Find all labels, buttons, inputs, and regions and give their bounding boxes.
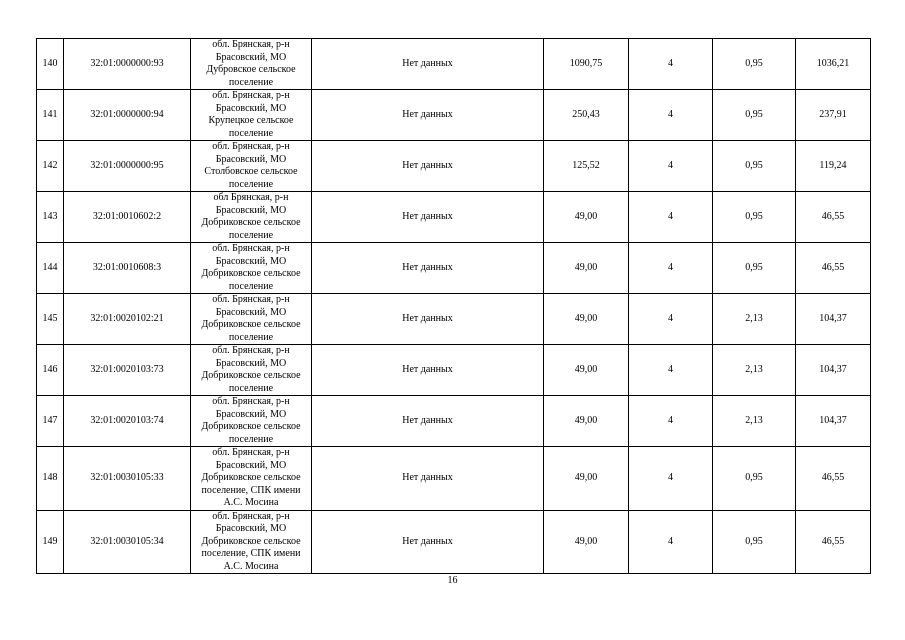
row-number: 141 bbox=[37, 90, 64, 141]
group: 4 bbox=[629, 243, 713, 294]
address: обл. Брянская, р-н Брасовский, МО Добриковское сельское поселение, СПК имени А.С. Мосина bbox=[191, 447, 312, 511]
address: обл. Брянская, р-н Брасовский, МО Добриковское сельское поселение bbox=[191, 396, 312, 447]
coefficient: 0,95 bbox=[713, 243, 796, 294]
group: 4 bbox=[629, 141, 713, 192]
row-number: 142 bbox=[37, 141, 64, 192]
coefficient: 0,95 bbox=[713, 90, 796, 141]
cadastral-number: 32:01:0010608:3 bbox=[64, 243, 191, 294]
cadastral-number: 32:01:0000000:94 bbox=[64, 90, 191, 141]
address: обл. Брянская, р-н Брасовский, МО Добриковское сельское поселение bbox=[191, 294, 312, 345]
group: 4 bbox=[629, 294, 713, 345]
table-row bbox=[37, 192, 871, 243]
cadastral-number: 32:01:0000000:95 bbox=[64, 141, 191, 192]
page-number: 16 bbox=[447, 575, 458, 586]
group: 4 bbox=[629, 90, 713, 141]
coefficient: 0,95 bbox=[713, 192, 796, 243]
table-row bbox=[37, 141, 871, 192]
coefficient: 2,13 bbox=[713, 396, 796, 447]
cadastral-number: 32:01:0030105:33 bbox=[64, 447, 191, 511]
table-row bbox=[37, 90, 871, 141]
status: Нет данных bbox=[312, 39, 544, 90]
table-row bbox=[37, 243, 871, 294]
value: 1036,21 bbox=[796, 39, 871, 90]
area: 49,00 bbox=[544, 345, 629, 396]
coefficient: 0,95 bbox=[713, 39, 796, 90]
group: 4 bbox=[629, 447, 713, 511]
cadastral-number: 32:01:0010602:2 bbox=[64, 192, 191, 243]
value: 46,55 bbox=[796, 447, 871, 511]
land-plots-table bbox=[36, 38, 871, 574]
row-number: 145 bbox=[37, 294, 64, 345]
table-row bbox=[37, 294, 871, 345]
status: Нет данных bbox=[312, 90, 544, 141]
group: 4 bbox=[629, 510, 713, 574]
group: 4 bbox=[629, 345, 713, 396]
coefficient: 0,95 bbox=[713, 141, 796, 192]
status: Нет данных bbox=[312, 192, 544, 243]
value: 104,37 bbox=[796, 396, 871, 447]
group: 4 bbox=[629, 192, 713, 243]
cadastral-number: 32:01:0020103:74 bbox=[64, 396, 191, 447]
area: 49,00 bbox=[544, 396, 629, 447]
area: 49,00 bbox=[544, 192, 629, 243]
area: 125,52 bbox=[544, 141, 629, 192]
address: обл. Брянская, р-н Брасовский, МО Крупецкое сельское поселение bbox=[191, 90, 312, 141]
cadastral-number: 32:01:0000000:93 bbox=[64, 39, 191, 90]
area: 49,00 bbox=[544, 510, 629, 574]
table-row bbox=[37, 510, 871, 574]
status: Нет данных bbox=[312, 141, 544, 192]
row-number: 144 bbox=[37, 243, 64, 294]
address: обл Брянская, р-н Брасовский, МО Добриковское сельское поселение bbox=[191, 192, 312, 243]
row-number: 148 bbox=[37, 447, 64, 511]
area: 1090,75 bbox=[544, 39, 629, 90]
coefficient: 0,95 bbox=[713, 510, 796, 574]
status: Нет данных bbox=[312, 396, 544, 447]
status: Нет данных bbox=[312, 345, 544, 396]
address: обл. Брянская, р-н Брасовский, МО Дубровское сельское поселение bbox=[191, 39, 312, 90]
address: обл. Брянская, р-н Брасовский, МО Столбовское сельское поселение bbox=[191, 141, 312, 192]
coefficient: 2,13 bbox=[713, 345, 796, 396]
row-number: 146 bbox=[37, 345, 64, 396]
area: 49,00 bbox=[544, 294, 629, 345]
value: 46,55 bbox=[796, 510, 871, 574]
value: 46,55 bbox=[796, 192, 871, 243]
status: Нет данных bbox=[312, 510, 544, 574]
address: обл. Брянская, р-н Брасовский, МО Добриковское сельское поселение, СПК имени А.С. Мосина bbox=[191, 510, 312, 574]
area: 49,00 bbox=[544, 447, 629, 511]
area: 49,00 bbox=[544, 243, 629, 294]
address: обл. Брянская, р-н Брасовский, МО Добриковское сельское поселение bbox=[191, 345, 312, 396]
table-row bbox=[37, 447, 871, 511]
table-row bbox=[37, 396, 871, 447]
row-number: 149 bbox=[37, 510, 64, 574]
value: 104,37 bbox=[796, 345, 871, 396]
address: обл. Брянская, р-н Брасовский, МО Добриковское сельское поселение bbox=[191, 243, 312, 294]
status: Нет данных bbox=[312, 447, 544, 511]
value: 237,91 bbox=[796, 90, 871, 141]
row-number: 143 bbox=[37, 192, 64, 243]
coefficient: 2,13 bbox=[713, 294, 796, 345]
value: 104,37 bbox=[796, 294, 871, 345]
status: Нет данных bbox=[312, 243, 544, 294]
value: 119,24 bbox=[796, 141, 871, 192]
row-number: 147 bbox=[37, 396, 64, 447]
group: 4 bbox=[629, 39, 713, 90]
status: Нет данных bbox=[312, 294, 544, 345]
cadastral-number: 32:01:0030105:34 bbox=[64, 510, 191, 574]
row-number: 140 bbox=[37, 39, 64, 90]
coefficient: 0,95 bbox=[713, 447, 796, 511]
value: 46,55 bbox=[796, 243, 871, 294]
group: 4 bbox=[629, 396, 713, 447]
area: 250,43 bbox=[544, 90, 629, 141]
table-row bbox=[37, 39, 871, 90]
cadastral-number: 32:01:0020102:21 bbox=[64, 294, 191, 345]
cadastral-number: 32:01:0020103:73 bbox=[64, 345, 191, 396]
table-row bbox=[37, 345, 871, 396]
